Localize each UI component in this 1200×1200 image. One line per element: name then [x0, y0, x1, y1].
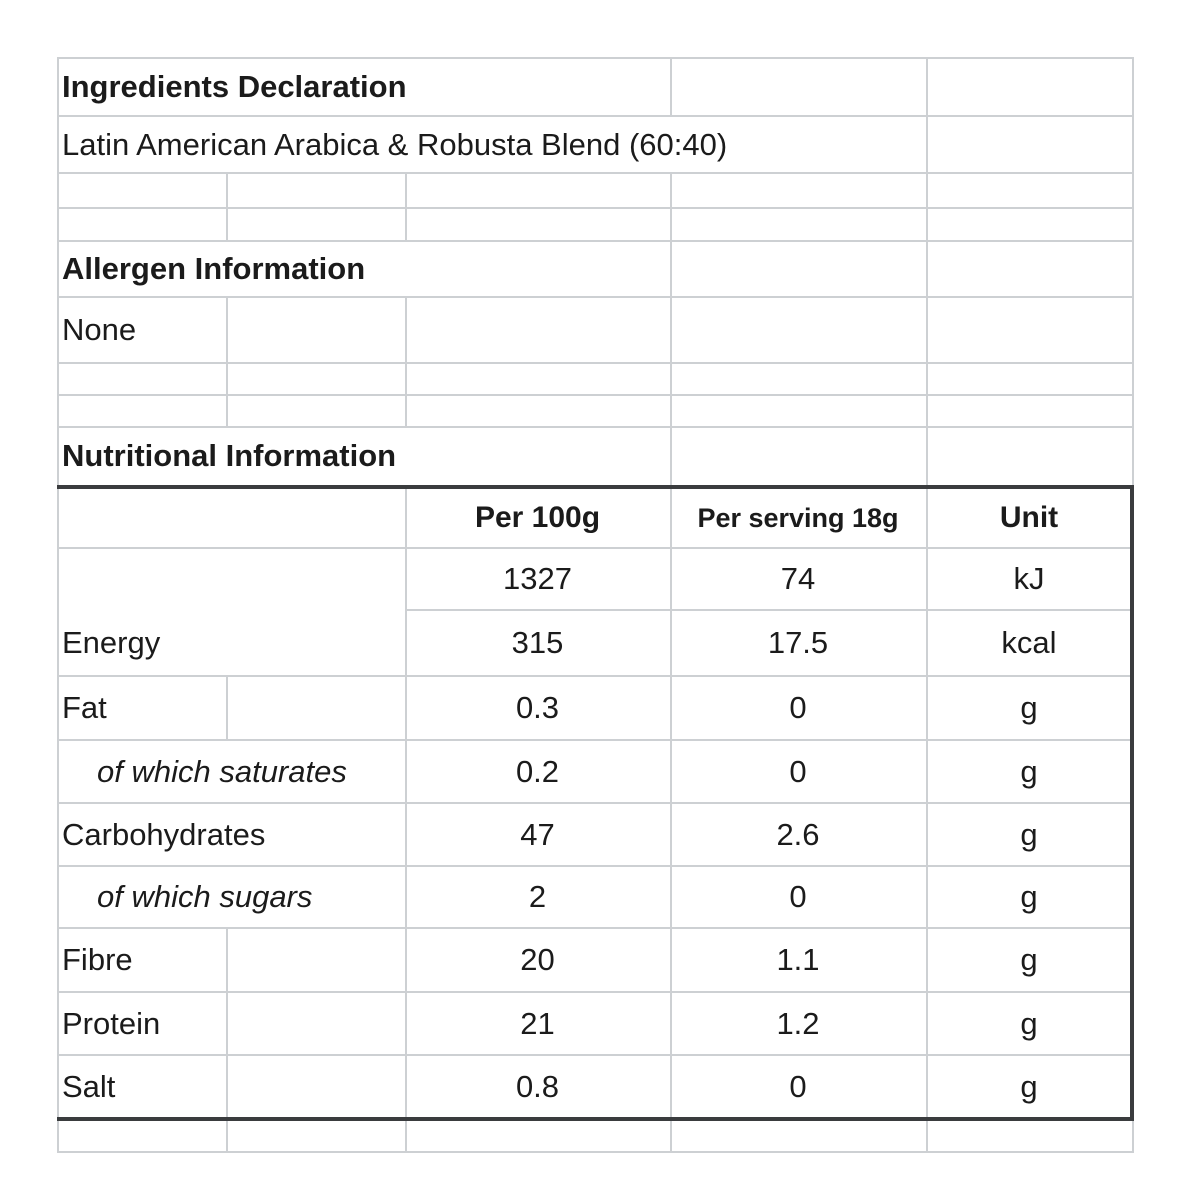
carbohydrates-unit: g	[1020, 816, 1038, 852]
gridline	[405, 172, 407, 242]
table-border-bottom	[57, 1117, 1134, 1121]
gridline	[1132, 57, 1134, 487]
sugars-label: of which sugars	[97, 879, 313, 914]
protein-per-serving: 1.2	[776, 1005, 820, 1041]
protein-label: Protein	[62, 1005, 161, 1041]
salt-per-serving: 0	[789, 1068, 807, 1104]
energy-label: Energy	[62, 625, 161, 660]
allergen-value: None	[62, 312, 137, 347]
energy-kj-unit: kJ	[1013, 561, 1045, 596]
energy-kcal-unit: kcal	[1001, 625, 1057, 660]
sugars-per-100g: 2	[528, 879, 547, 914]
column-header-per-serving: Per serving 18g	[697, 502, 899, 533]
salt-per-100g: 0.8	[515, 1068, 560, 1104]
fibre-per-serving: 1.1	[776, 942, 820, 977]
column-header-unit: Unit	[999, 501, 1059, 534]
protein-per-100g: 21	[520, 1005, 555, 1041]
gridline	[57, 1151, 1134, 1153]
fat-unit: g	[1020, 690, 1038, 725]
energy-kcal-per-serving: 17.5	[767, 625, 829, 660]
column-header-per-100g: Per 100g	[474, 501, 601, 534]
salt-unit: g	[1020, 1068, 1038, 1104]
gridline	[226, 296, 228, 428]
nutrition-section-title: Nutritional Information	[62, 438, 397, 473]
ingredients-value: Latin American Arabica & Robusta Blend (60:40)	[62, 126, 728, 162]
gridline	[1132, 1119, 1134, 1153]
gridline	[405, 296, 407, 428]
sugars-unit: g	[1020, 879, 1038, 914]
gridline	[57, 207, 1134, 209]
protein-unit: g	[1020, 1005, 1038, 1041]
saturates-per-serving: 0	[789, 753, 807, 789]
carbohydrates-label: Carbohydrates	[62, 816, 266, 852]
carbohydrates-per-100g: 47	[520, 816, 555, 852]
saturates-unit: g	[1020, 753, 1038, 789]
fibre-unit: g	[1020, 942, 1038, 977]
carbohydrates-per-serving: 2.6	[776, 816, 820, 852]
fat-label: Fat	[62, 690, 107, 725]
energy-kj-per-serving: 74	[780, 561, 816, 596]
ingredients-section-title: Ingredients Declaration	[62, 69, 407, 104]
salt-label: Salt	[62, 1068, 116, 1104]
allergen-section-title: Allergen Information	[62, 251, 366, 286]
gridline	[57, 394, 1134, 396]
fibre-per-100g: 20	[520, 942, 555, 977]
fibre-label: Fibre	[62, 942, 133, 977]
gridline	[670, 57, 672, 116]
table-border-right	[1130, 485, 1134, 1121]
saturates-per-100g: 0.2	[515, 753, 560, 789]
gridline	[226, 172, 228, 242]
fat-per-100g: 0.3	[515, 690, 560, 725]
energy-kj-per-100g: 1327	[503, 561, 572, 596]
gridline	[57, 57, 59, 1153]
fat-per-serving: 0	[789, 690, 807, 725]
gridline	[57, 362, 1134, 364]
energy-kcal-per-100g: 315	[511, 625, 564, 660]
sugars-per-serving: 0	[789, 879, 807, 914]
saturates-label: of which saturates	[97, 753, 347, 789]
